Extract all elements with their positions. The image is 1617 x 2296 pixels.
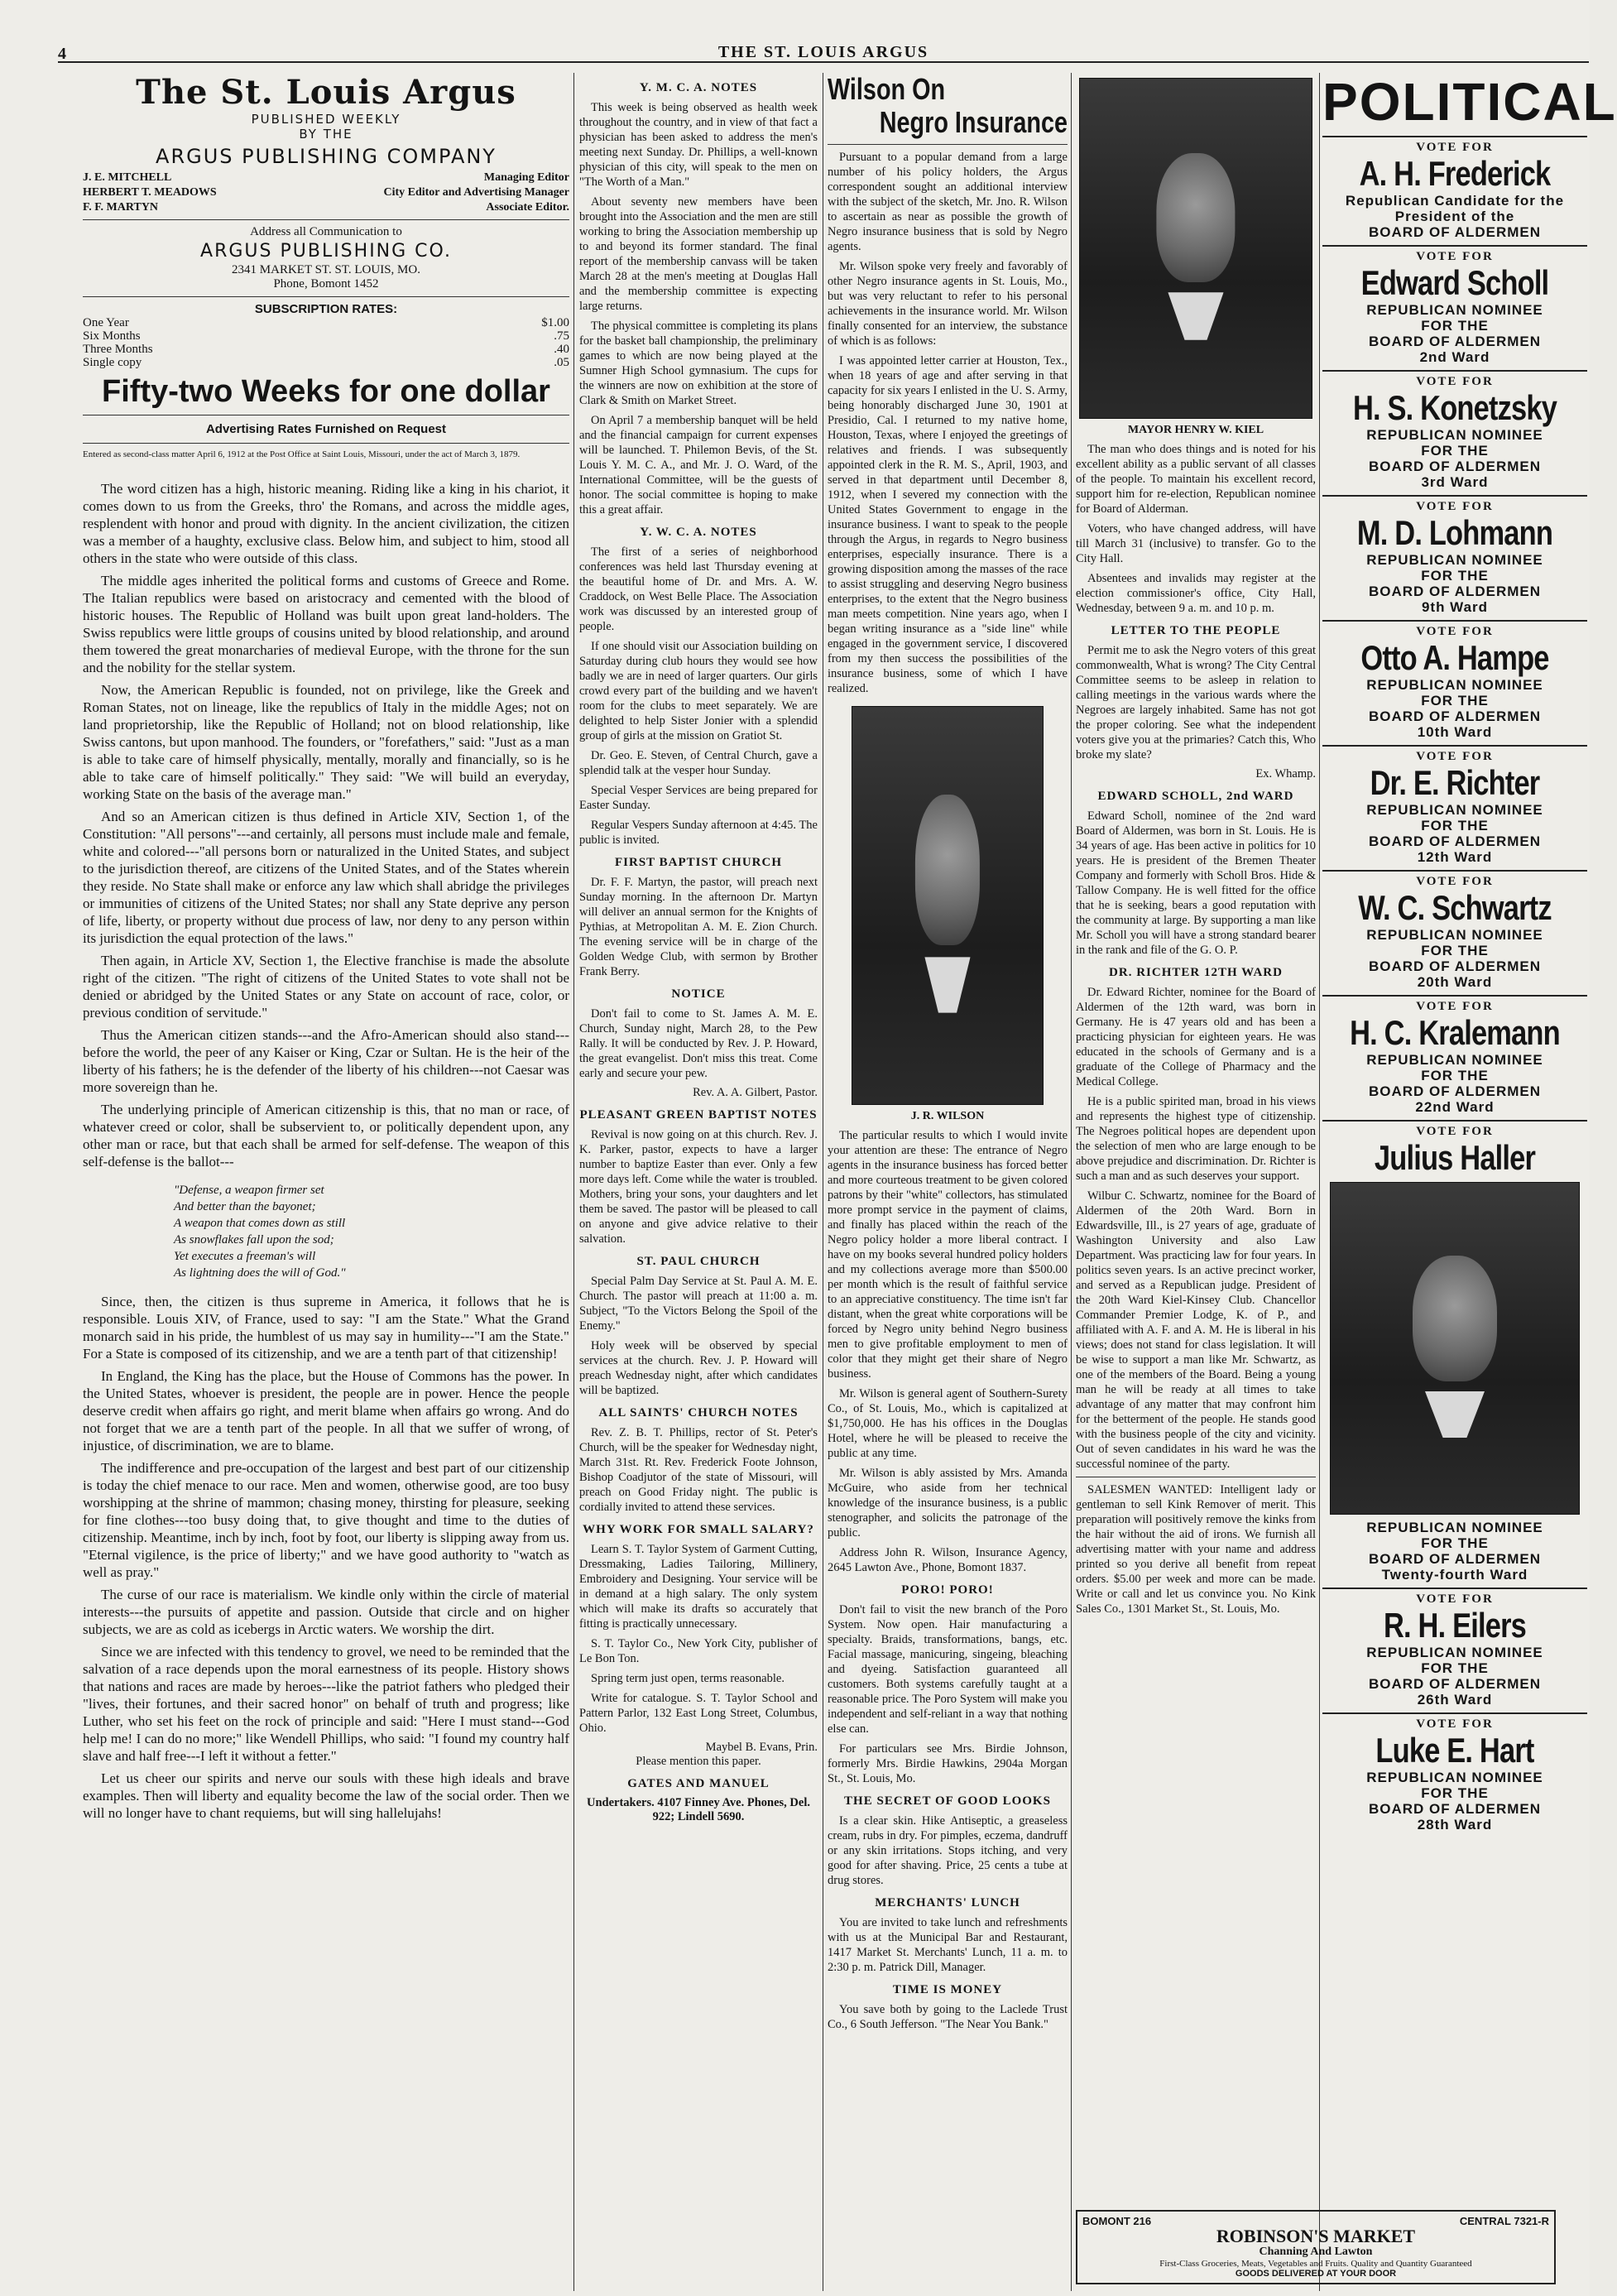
paragraph: Permit me to ask the Negro voters of this great commonwealth, What is wrong? The City Central Committee seems to be asleep in relation to calling meetings in the various wards where the Negroes are largely inhabited. Same has not got the proper coloring. See what the independent voters give you at the primaries? Catch this, Who broke my slate? <box>1076 644 1316 761</box>
poem-line: Yet executes a freeman's will <box>174 1250 316 1263</box>
salary-heading: WHY WORK FOR SMALL SALARY? <box>583 1523 814 1536</box>
poem-line: "Defense, a weapon firmer set <box>174 1184 324 1197</box>
paragraph: S. T. Taylor Co., New York City, publisher of Le Bon Ton. <box>579 1637 818 1665</box>
rate-term: One Year <box>83 316 129 329</box>
paragraph: The man who does things and is noted for his excellent ability as a public servant of all classes of the people. To maintain his excellent record, support him for re-election, Republican nominee for Board of Alderman. <box>1076 443 1316 516</box>
staff-name: HERBERT T. MEADOWS <box>83 186 217 199</box>
vote-for: VOTE FOR <box>1322 245 1587 264</box>
pgb-notes <box>579 1127 818 1246</box>
staff-list <box>83 171 569 214</box>
paragraph: Dr. Edward Richter, nominee for the Board of Aldermen of the 12th ward, was born in Germany. He is 47 years old and has been a practicing physician for eighteen years. He was educated in the schools of Germany and is a graduate of the College of Pharmacy and the Medical College. <box>1076 986 1316 1088</box>
candidate-line: BOARD OF ALDERMEN <box>1368 1083 1542 1099</box>
candidate-line: FOR THE <box>1421 1785 1489 1801</box>
money-heading: TIME IS MONEY <box>892 1983 1003 1996</box>
poro-ad <box>828 1602 1068 1786</box>
candidate-line: 28th Ward <box>1417 1817 1493 1832</box>
editorial-body-b <box>83 1293 569 1822</box>
paragraph: The indifference and pre-occupation of the largest and best part of our citizenship is today the chief menace to our race. Men and women, otherwise good, are too busy worshipping at the shrine of mammon; chasing money, thirsting for pleasure, seeking for fine clothes---too busy doing that, to give thought and time to the duties of citizenship. Meantime, inch by inch, foot by foot, our liberty is slipping away from us. "Eternal vigilence, is the price of liberty;" and we have good authority to "watch as well as pray." <box>83 1460 569 1580</box>
candidate-name: Otto A. Hampe <box>1360 638 1549 677</box>
poem-line: And better than the bayonet; <box>174 1200 316 1213</box>
paragraph: Voters, who have changed address, will have till March 31 (inclusive) to transfer. Go to the City Hall. <box>1076 522 1316 565</box>
candidate-line: FOR THE <box>1421 818 1489 833</box>
fbc-notes <box>579 875 818 979</box>
paragraph: Pursuant to a popular demand from a large number of his policy holders, the Argus correspondent sought an additional interview with the subject of the sketch, Mr. Jno. R. Wilson to ascertain as near as possible the growth of Negro insurance business that is sold by Negro agents. <box>828 151 1068 253</box>
vote-for: VOTE FOR <box>1322 995 1587 1014</box>
page-number: 4 <box>58 45 66 63</box>
candidate-line: FOR THE <box>1421 443 1489 459</box>
column-rule <box>1319 73 1320 2291</box>
paragraph: Don't fail to come to St. James A. M. E. Church, Sunday night, March 28, to the Pew Rally. It will be conducted by Rev. J. P. Howard, the great evangelist. Don't miss this treat. Come early and secure your pew. <box>579 1007 818 1080</box>
candidate-line: BOARD OF ALDERMEN <box>1368 584 1542 599</box>
paragraph: Now, the American Republic is founded, not on privilege, like the Greek and Roman States, not on lineage, like the republics of Italy in the middle Ages; not on land proprietorship, like the Republic of Holland; not on blood relationship, like Swiss cantons, but upon manhood. The founders, or "forefathers," said: "Just as a man is able to take care of himself physically, mentally, morally and financially, so is he able to take care of himself politically." They said: "We will build an everyday, working State on the basis of the average man." <box>83 682 569 802</box>
candidate-line: REPUBLICAN NOMINEE <box>1366 802 1543 818</box>
rates-list <box>83 316 569 369</box>
candidate-line: FOR THE <box>1421 318 1489 334</box>
rate-row <box>83 329 569 343</box>
stpaul-heading: ST. PAUL CHURCH <box>636 1255 761 1268</box>
notice-signature: Rev. A. A. Gilbert, Pastor. <box>693 1086 818 1099</box>
candidate-line: 9th Ward <box>1421 599 1489 615</box>
paragraph: The first of a series of neighborhood conferences was held last Thursday evening at the beautiful home of Dr. and Mrs. A. W. Craddock, on West Belle Place. The Association work was discussed by an interested group of people. <box>579 545 818 633</box>
robinson-corner: Channing And Lawton <box>1259 2246 1373 2258</box>
candidate-line: REPUBLICAN NOMINEE <box>1366 1520 1543 1535</box>
paragraph: Is a clear skin. Hike Antiseptic, a greaseless cream, rubs in dry. For pimples, eczema, dandruff or any skin irritations. Stops itching, and very good for after shaving. Price, 25 cents a tube at drug stores. <box>828 1814 1068 1887</box>
vote-for: VOTE FOR <box>1322 620 1587 639</box>
candidate-line: 10th Ward <box>1417 724 1493 740</box>
poem-line: As lightning does the will of God." <box>174 1266 346 1280</box>
candidate-name: R. H. Eilers <box>1383 1606 1526 1645</box>
paragraph: Since, then, the citizen is thus supreme in America, it follows that he is responsible. Louis XIV, of France, used to say: "I am the State." What the Grand monarch said in his pride, the humblest of us may say in humility---"I am the State." For a State is composed of its citizenship, and we are a tenth part of that citizenship! <box>83 1294 569 1362</box>
staff-row <box>83 186 569 199</box>
phone: Phone, Bomont 1452 <box>273 277 379 291</box>
vote-for: VOTE FOR <box>1322 1120 1587 1139</box>
candidate-line: Republican Candidate for the <box>1345 193 1565 209</box>
vote-for: VOTE FOR <box>1322 370 1587 389</box>
staff-row <box>83 171 569 185</box>
candidate-name: W. C. Schwartz <box>1358 888 1552 927</box>
divider <box>828 144 1068 145</box>
candidate-line: BOARD OF ALDERMEN <box>1368 833 1542 849</box>
paragraph: Since we are infected with this tendency to grovel, we need to be reminded that the salvation of a race depends upon the moral earnestness of its people. History shows that nations and races are made by heroes---like the patriot fathers who pledged their "lives, their fortunes, and their sacred honor" on behalf of truth and progress; like Luther, who set his feet on the rock of principle and said: "Here I must stand---God help me! I can do no more;" like Wendell Phillips, who said: "I found my country half slave and half free---I left it without a fetter." <box>83 1644 569 1764</box>
vote-for: VOTE FOR <box>1322 1712 1587 1732</box>
running-title: THE ST. LOUIS ARGUS <box>717 43 929 61</box>
candidate-line: REPUBLICAN NOMINEE <box>1366 1052 1543 1068</box>
paragraph: Then again, in Article XV, Section 1, the Elective franchise is made the absolute right of the citizen. "The right of citizens of the United States to vote shall not be denied or abridged by the United States or any State on account of race, color, or previous condition of servitude." <box>83 953 569 1021</box>
masthead-title: The St. Louis Argus <box>136 73 516 112</box>
candidate-name: Dr. E. Richter <box>1370 763 1540 802</box>
paragraph: Mr. Wilson is ably assisted by Mrs. Amanda McGuire, who aside from her technical knowledge of the insurance business, is a public stenographer, and solicits the patronage of the public. <box>828 1467 1068 1539</box>
candidate-line: 20th Ward <box>1417 974 1493 990</box>
editorial-column <box>83 73 569 2291</box>
candidate-line: President of the <box>1394 209 1515 224</box>
divider <box>83 219 569 220</box>
candidate-line: BOARD OF ALDERMEN <box>1368 708 1542 724</box>
ad-rates: Advertising Rates Furnished on Request <box>205 422 447 436</box>
article-head-2: Negro Insurance <box>879 105 1068 139</box>
paragraph: Mr. Wilson is general agent of Southern-Surety Co., of St. Louis, Mo., which is capitalized at $1,750,000. He has his offices in the Douglas Hotel, where he will be pleased to receive the public at any time. <box>828 1387 1068 1460</box>
gates-body: Undertakers. 4107 Finney Ave. Phones, Del. 922; Lindell 5690. <box>587 1796 810 1823</box>
money-ad <box>828 2002 1068 2032</box>
divider <box>83 443 569 444</box>
candidate-line: BOARD OF ALDERMEN <box>1368 459 1542 474</box>
rate-price: $1.00 <box>541 316 569 329</box>
paragraph: The curse of our race is materialism. We kindle only within the circle of material interests---the pursuits of appetite and passion. Outside that circle and on higher subjects, we are as cold as icebergs in Arctic waters. We worship the dirt. <box>83 1587 569 1637</box>
subscription-heading: SUBSCRIPTION RATES: <box>254 302 398 316</box>
candidate-line: Twenty-fourth Ward <box>1381 1567 1528 1583</box>
candidate-line: REPUBLICAN NOMINEE <box>1366 677 1543 693</box>
masthead-publisher: ARGUS PUBLISHING COMPANY <box>156 145 497 168</box>
paragraph: The underlying principle of American citizenship is this, that no man or race, of whatever creed or color, shall be subservient to, or politically dependent upon, any other man or race, but that each shall be armed for self-defense. The weapon of this self-defense is the ballot--- <box>83 1102 569 1170</box>
staff-role: City Editor and Advertising Manager <box>383 186 569 199</box>
candidate-line: FOR THE <box>1421 1660 1489 1676</box>
entered-note: Entered as second-class matter April 6, 1912 at the Post Office at Saint Louis, Missouri, under the act of March 3, 1879. <box>83 449 521 459</box>
candidate-name: H. C. Kralemann <box>1350 1013 1560 1052</box>
pgb-heading: PLEASANT GREEN BAPTIST NOTES <box>579 1108 818 1122</box>
robinson-line1: First-Class Groceries, Meats, Vegetables and Fruits. Quality and Quantity Guaranteed <box>1159 2259 1472 2269</box>
political-ads-column <box>1322 72 1617 2200</box>
insurance-column <box>828 73 1068 2291</box>
candidate-line: FOR THE <box>1421 568 1489 584</box>
paragraph: And so an American citizen is thus defined in Article XIV, Section 1, of the Constitution: "All persons"---and certainly, all persons must include male and female, white and colored---"all persons born or naturalized in the United States, and subject to the jurisdiction thereof, are citizens of the United States, and of the States wherein they reside. No State shall make or enforce any law which shall abridge the privileges or immunities of citizens of the United States; nor shall any State deprive any person of life, liberty, or property without due process of law, nor deny to any person within its jurisdiction the equal protection of the laws." <box>83 809 569 946</box>
divider <box>83 296 569 297</box>
paragraph: Write for catalogue. S. T. Taylor School and Pattern Parlor, 132 East Long Street, Columbus, Ohio. <box>579 1692 818 1735</box>
candidate-line: BOARD OF ALDERMEN <box>1368 1551 1542 1567</box>
candidate-line: REPUBLICAN NOMINEE <box>1366 427 1543 443</box>
candidate-list-2 <box>1322 1588 1587 1832</box>
vote-for: VOTE FOR <box>1322 870 1587 889</box>
kiel-body <box>1076 442 1316 616</box>
stpaul-notes <box>579 1274 818 1398</box>
vote-for: VOTE FOR <box>1322 745 1587 764</box>
rate-price: .75 <box>554 329 569 343</box>
scholl-body <box>1076 809 1316 958</box>
ymca-heading: Y. M. C. A. NOTES <box>639 81 758 94</box>
paragraph: Dr. Geo. E. Steven, of Central Church, gave a splendid talk at the vesper hour Sunday. <box>579 749 818 777</box>
running-header <box>58 36 1589 65</box>
gates-heading: GATES AND MANUEL <box>627 1777 770 1790</box>
candidate-name: A. H. Frederick <box>1359 154 1551 193</box>
paragraph: Address John R. Wilson, Insurance Agency, 2645 Lawton Ave., Phone, Bomont 1837. <box>828 1546 1068 1574</box>
candidate-name: M. D. Lohmann <box>1356 513 1553 552</box>
header-rule <box>58 61 1589 63</box>
candidate-name: H. S. Konetzsky <box>1352 388 1557 427</box>
poem-line: A weapon that comes down as still <box>174 1217 346 1230</box>
rate-price: .40 <box>554 343 569 356</box>
salary-ad <box>579 1542 818 1736</box>
candidate-line: BOARD OF ALDERMEN <box>1368 958 1542 974</box>
letter-heading: LETTER TO THE PEOPLE <box>1111 624 1281 637</box>
candidate-line: BOARD OF ALDERMEN <box>1368 1801 1542 1817</box>
staff-role: Managing Editor <box>483 171 569 184</box>
candidate-list <box>1322 136 1587 1115</box>
paragraph: You save both by going to the Laclede Trust Co., 6 South Jefferson. "The Near You Bank." <box>828 2003 1068 2031</box>
allsaints-notes <box>579 1425 818 1515</box>
richter-heading: DR. RICHTER 12TH WARD <box>1109 966 1283 979</box>
secret-heading: THE SECRET OF GOOD LOOKS <box>844 1794 1051 1808</box>
paragraph: SALESMEN WANTED: Intelligent lady or gentleman to sell Kink Remover of merit. This preparation will positively remove the kinks from the hair without the aid of irons. We furnish all advertising matter with your name and address printed so you derive all benefit from repeat orders. $5.00 per week and more can be made. Write or call and let us convince you. No Kink Sales Co., 1301 Market St., St. Louis, Mo. <box>1076 1483 1316 1616</box>
vote-for: VOTE FOR <box>1322 495 1587 514</box>
paragraph: The word citizen has a high, historic meaning. Riding like a king in his chariot, it comes down to us from the Greeks, thro' the Romans, and across the middle ages, resplendent with honor and proud with dignity. In the ancient civilization, the citizen was a member of a haughty, exclusive class. Below him, and subject to him, stood all others in the state who were outside of this class. <box>83 481 569 566</box>
paragraph: For particulars see Mrs. Birdie Johnson, formerly Mrs. Birdie Hawkins, 2904a Morgan St., St. Louis, Mo. <box>828 1742 1068 1785</box>
candidate-line: 22nd Ward <box>1415 1099 1495 1115</box>
political-news-column <box>1076 73 1316 2291</box>
robinson-phone-right: CENTRAL 7321-R <box>1459 2215 1549 2227</box>
staff-name: J. E. MITCHELL <box>83 171 172 184</box>
masthead-published: PUBLISHED WEEKLY <box>251 112 401 127</box>
robinson-line2: GOODS DELIVERED AT YOUR DOOR <box>1235 2269 1397 2279</box>
candidate-line: REPUBLICAN NOMINEE <box>1366 552 1543 568</box>
letter-signature: Ex. Whamp. <box>1255 767 1316 781</box>
candidate-line: REPUBLICAN NOMINEE <box>1366 1770 1543 1785</box>
paragraph: In England, the King has the place, but the House of Commons has the power. In the United States, whoever is president, the people are in power. Hence the people deserve credit when affairs go right, and merit blame when affairs go wrong. And do not forget that we are a tenth part of the people. In all that we suffer of wrong, of injustice, of discrimination, we are to blame. <box>83 1368 569 1453</box>
paragraph: This week is being observed as health week throughout the country, and in view of that fact a physician has been asked to address the men's meeting next Sunday. Dr. Phillips, a well-known physician of this city, will speak to the men on "The Worth of a Man." <box>579 101 818 189</box>
ymca-notes <box>579 100 818 517</box>
notice-body <box>579 1006 818 1081</box>
poro-heading: PORO! PORO! <box>901 1583 994 1597</box>
paragraph: Thus the American citizen stands---and the Afro-American should also stand---before the world, the peer of any Kaiser or King, Czar or Sultan. He is the heir of the liberty of his fathers; he is the defender of the liberty of his children---not Caesar was more sovereign than he. <box>83 1027 569 1095</box>
staff-row <box>83 201 569 214</box>
paragraph: About seventy new members have been brought into the Association and the men are still working to bring the Association membership up to and beyond its former standard. The final report of the membership canvass will be taken March 28 at the men's meeting at Douglas Hall and the membership committee is expecting large returns. <box>579 195 818 313</box>
notice-heading: NOTICE <box>671 987 726 1001</box>
political-title: POLITICAL <box>1322 72 1617 132</box>
candidate-name: Edward Scholl <box>1360 263 1549 302</box>
letter-body <box>1076 643 1316 762</box>
paragraph: I was appointed letter carrier at Houston, Tex., when 18 years of age and after serving in that capacity for six years I enlisted in the U. S. Army, being honorably discharged June 30, 1901 at Presidio, Cal. I returned to my native home, Houston, Texas, where I enjoyed the greetings of relatives and friends. I was subsequently appointed clerk in the R. M. S., April, 1903, and served in that department until December 8, 1912, when I severed my connection with the United States Government to engage in the insurance business. I want to speak to the people through the Argus, in regards to Negro business enterprises, especially insurance. There is a growing disposition among the masses of the race to assist struggling and deserving Negro business enterprises, to the extent that the Negro business man meets competition. Nine years ago, when I began writing insurance as a "side line" while engaged in the government service, I discovered from my then success the possibilities of the insurance business, some of which I have realized. <box>828 354 1068 695</box>
candidate-name: Luke E. Hart <box>1375 1731 1534 1770</box>
candidate-line: BOARD OF ALDERMEN <box>1368 224 1542 240</box>
robinson-phone-left: BOMONT 216 <box>1082 2215 1152 2227</box>
insurance-body-b <box>828 1128 1068 1575</box>
vote-for: VOTE FOR <box>1322 1588 1587 1607</box>
paragraph: Spring term just open, terms reasonable. <box>591 1672 785 1685</box>
candidate-line: 2nd Ward <box>1419 349 1490 365</box>
staff-role: Associate Editor. <box>486 201 569 214</box>
slogan: Fifty-two Weeks for one dollar <box>102 374 550 409</box>
candidate-line: BOARD OF ALDERMEN <box>1368 334 1542 349</box>
address: 2341 MARKET ST. ST. LOUIS, MO. <box>232 263 420 276</box>
candidate-line: 12th Ward <box>1417 849 1493 865</box>
paragraph: Special Palm Day Service at St. Paul A. M. E. Church. The pastor will preach at 11:00 a. m. Subject, "To the Victors Belong the Spoil of the Enemy." <box>579 1275 818 1333</box>
rate-term: Single copy <box>83 356 142 369</box>
masthead-by: BY THE <box>299 127 353 142</box>
ywca-notes <box>579 545 818 848</box>
richter-body <box>1076 985 1316 1472</box>
paragraph: Let us cheer our spirits and nerve our souls with these high ideals and brave examples. Then will liberty and equality become the law of the social order. Then we will no longer have to chant requiems, but will sing hallelujahs! <box>83 1770 569 1821</box>
wilson-portrait <box>852 706 1044 1105</box>
paragraph: He is a public spirited man, broad in his views and represents the highest type of citizenship. The Negroes political hopes are dependent upon the selection of men who are large enough to be above prejudice and discrimination. Dr. Richter is such a man and as such deserves your support. <box>1076 1095 1316 1183</box>
fbc-heading: FIRST BAPTIST CHURCH <box>615 856 782 869</box>
article-head-1: Wilson On <box>828 72 946 106</box>
insurance-body-a <box>828 150 1068 696</box>
mayor-portrait <box>1079 78 1312 419</box>
haller-lines <box>1322 1520 1587 1583</box>
address-note: Address all Communication to <box>250 225 402 238</box>
poem-line: As snowflakes fall upon the sod; <box>174 1233 334 1246</box>
secret-ad <box>828 1813 1068 1888</box>
wilson-caption: J. R. WILSON <box>910 1110 985 1122</box>
paragraph: Edward Scholl, nominee of the 2nd ward Board of Aldermen, was born in St. Louis. He is 34 years of age. Has been active in politics for 10 years. He is president of the Bremen Theater Company and formerly with Scholl Bros. Hide & Tallow Company. He is well fitted for the office that he is seeking, bears a good reputation with the community at large. By supporting a man like Mr. Scholl you will have a strong standard bearer in the rank and file of the G. O. P. <box>1076 809 1316 957</box>
paragraph: Mr. Wilson spoke very freely and favorably of other Negro insurance agents in St. Louis, Mo., but was very reluctant to refer to his personal achievements in the insurance world. Mr. Wilson finally consented for an interview, the substance of which is as follows: <box>828 260 1068 348</box>
lunch-ad <box>828 1915 1068 1975</box>
paragraph: Holy week will be observed by special services at the church. Rev. J. P. Howard will preach Wednesday night, after which candidates will be baptized. <box>579 1339 818 1397</box>
haller-name: Julius Haller <box>1374 1138 1536 1177</box>
rate-row <box>83 356 569 369</box>
candidate-line: 26th Ward <box>1417 1692 1493 1708</box>
mayor-caption: MAYOR HENRY W. KIEL <box>1127 424 1264 436</box>
allsaints-heading: ALL SAINTS' CHURCH NOTES <box>598 1406 799 1419</box>
column-rule <box>1071 73 1072 2291</box>
paragraph: Absentees and invalids may register at the election commissioner's office, City Hall, Wednesday, between 9 a. m. and 10 p. m. <box>1076 572 1316 615</box>
rate-term: Six Months <box>83 329 141 343</box>
candidate-line: 3rd Ward <box>1421 474 1489 490</box>
candidate-line: FOR THE <box>1421 1068 1489 1083</box>
rate-price: .05 <box>554 356 569 369</box>
column-rule <box>573 73 574 2291</box>
rate-row <box>83 316 569 329</box>
candidate-line: REPUBLICAN NOMINEE <box>1366 1645 1543 1660</box>
lunch-heading: MERCHANTS' LUNCH <box>875 1896 1020 1909</box>
notes-column <box>579 73 818 2291</box>
ywca-heading: Y. W. C. A. NOTES <box>640 526 757 539</box>
paragraph: Learn S. T. Taylor System of Garment Cutting, Dressmaking, Ladies Tailoring, Millinery, Embroidery and Designing. Your service will be in demand at a high salary. The only system which will make its drafts so accurately that fitting is practically unnecessary. <box>579 1543 818 1631</box>
rate-row <box>83 343 569 356</box>
robinson-name: ROBINSON'S MARKET <box>1216 2226 1416 2246</box>
paragraph: You are invited to take lunch and refreshments with us at the Municipal Bar and Restaurant, 1417 Market St. Merchants' Lunch, 11 a. m. to 2:30 p. m. Patrick Dill, Manager. <box>828 1916 1068 1974</box>
candidate-line: FOR THE <box>1421 943 1489 958</box>
candidate-line: FOR THE <box>1421 693 1489 708</box>
editorial-body-a <box>83 480 569 1170</box>
candidate-line: FOR THE <box>1421 1535 1489 1551</box>
salary-tail: Please mention this paper. <box>636 1755 761 1768</box>
salary-signature: Maybel B. Evans, Prin. <box>705 1741 818 1754</box>
address-name: ARGUS PUBLISHING CO. <box>200 241 452 262</box>
poem <box>83 1182 569 1281</box>
staff-name: F. F. MARTYN <box>83 201 159 214</box>
paragraph: Don't fail to visit the new branch of the Poro System. Now open. Hair manufacturing a specialty. Braids, transformations, bangs, etc. Facial massage, manicuring, singeing, bleaching and dyeing. Satisfaction guaranteed all customers. Both systems carefully taught at a reasonable price. The Poro System will make you independent and self-reliant in a way that nothing else can. <box>828 1603 1068 1736</box>
candidate-line: REPUBLICAN NOMINEE <box>1366 302 1543 318</box>
paragraph: Regular Vespers Sunday afternoon at 4:45. The public is invited. <box>579 819 818 847</box>
salesmen-ad <box>1076 1482 1316 1616</box>
paragraph: If one should visit our Association building on Saturday during club hours they would see how badly we are in need of larger quarters. Our girls crowd every part of the building and we haven't room for the clubs to meet separately. We are delighted to help Sister Jonier with a splendid group of girls at the mission on Gratiot St. <box>579 640 818 742</box>
paragraph: The physical committee is completing its plans for the basket ball championship, the preliminary games to which are now being played at the Sumner High School gymnasium. The cups for the winners are now on exhibition at the store of Clark & Smith on Market Street. <box>579 319 818 407</box>
paragraph: The particular results to which I would invite your attention are these: The entrance of Negro agents in the insurance business has forced better and more courteous treatment to be given colored patrons by their "white" collectors, has stimulated more prompt service in the payment of claims, and finally has placed within the reach of the Negro policy holder a more liberal contract. I have on my books several hundred policy holders and my collections average more than $500.00 per month which is the result of faithful service to an appreciative constituency. The time isn't far distant, when the great white corporations will be forced by Negro unity behind Negro business men to give profitable employment to men of color that they might get their share of Negro business. <box>828 1129 1068 1381</box>
paragraph: Wilbur C. Schwartz, nominee for the Board of Aldermen of the 20th Ward. Born in Edwardsville, Ill., is 27 years of age, graduate of Washington University and also Law Department. Was practicing law for four years. In politics seven years. Is an active precinct worker, and served as a Republican judge. President of the 20th Ward Kiel-Kinsey Club. Chancellor Commander Premier Lodge, K. of P., and affiliated with A. F. and A. M. He is liberal in his views; does not stand for class legislation. It will be wise to support a man like Mr. Schwartz, as one of the members of the Board. Being a young man he will be ready at all times to take advantage of any matter that may confront him for the betterment of the people. He stands good with the business people of the city and vicinity. Out of seven candidates in his ward he was the successful nominee of the party. <box>1076 1189 1316 1471</box>
paragraph: On April 7 a membership banquet will be held and the financial campaign for current expenses will be launched. T. Philemon Bevis, of the St. Louis Y. M. C. A., and Mr. J. O. Ward, of the International Committee, will be the guests of honor. The social committee is hoping to make this a great affair. <box>579 414 818 516</box>
paragraph: Rev. Z. B. T. Phillips, rector of St. Peter's Church, will be the speaker for Wednesday night, March 31st. Rt. Rev. Frederick Foote Johnson, Bishop Coadjutor of the state of Missouri, will preach on Good Friday night. The public is cordially invited to attend these services. <box>579 1426 818 1514</box>
paragraph: The middle ages inherited the political forms and customs of Greece and Rome. The Italian republics were based on aristocracy and cemented with the blood of historic houses. The Republic of Holland was built upon great land-holders. The Swiss republics were little groups of cousins united by blood relationship, and around them towered the great monarcharies of medieval Europe, with the throne for the sun and the nobility for the stellar system. <box>83 573 569 675</box>
scholl-heading: EDWARD SCHOLL, 2nd WARD <box>1097 790 1294 803</box>
haller-portrait <box>1330 1182 1580 1515</box>
paragraph: Special Vesper Services are being prepared for Easter Sunday. <box>579 784 818 812</box>
candidate-line: BOARD OF ALDERMEN <box>1368 1676 1542 1692</box>
rate-term: Three Months <box>83 343 153 356</box>
robinson-market-ad <box>1076 2210 1556 2284</box>
vote-for: VOTE FOR <box>1322 136 1587 155</box>
paragraph: Revival is now going on at this church. Rev. J. K. Parker, pastor, expects to have a larger number to baptize Easter than ever. Only a few more days left. Come while the water is troubled. Mothers, bring your sons, your daughters and let them be saved. The pastor will be pleased to call on anyone and give advice relative to their salvation. <box>579 1128 818 1246</box>
candidate-line: REPUBLICAN NOMINEE <box>1366 927 1543 943</box>
paragraph: Dr. F. F. Martyn, the pastor, will preach next Sunday morning. In the afternoon Dr. Martyn will deliver an annual sermon for the Knights of Pythias, at Metropolitan A. M. E. Zion Church. The evening service will be in charge of the Golden Wedge Club, with sermon by Brother Frank Berry. <box>579 876 818 978</box>
